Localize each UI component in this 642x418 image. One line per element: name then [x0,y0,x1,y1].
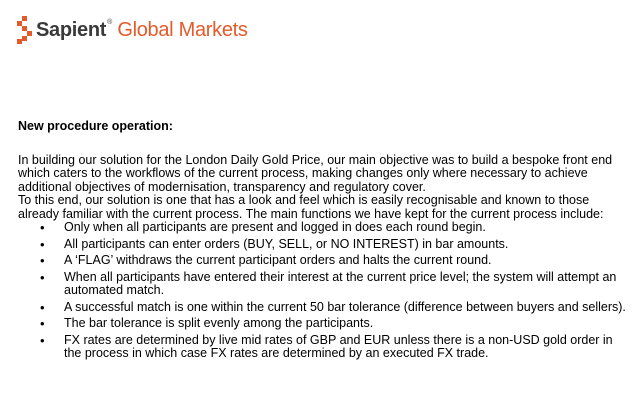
intro-paragraph: In building our solution for the London Daily Gold Price, our main objective was to build a bespoke front end which caters to the workflows of the current process, making changes only where necessary to achieve additional objectives of modernisation, transparency and regulatory cover. [18,152,613,194]
list-item: • A successful match is one within the current 50 bar tolerance (difference between buyers and sellers). [18,301,630,315]
company-logo [16,15,248,45]
logo-brand-text: Sapient [36,18,107,41]
functions-list [18,221,630,361]
list-item: • The bar tolerance is split evenly among the participants. [18,317,630,331]
list-item: • A ‘FLAG’ withdraws the current participant orders and halts the current round. [18,254,630,268]
logo-division-text: Global Markets [117,18,248,41]
list-item: • When all participants have entered their interest at the current price level; the system will attempt an automated match. [18,271,630,298]
document-body [18,120,630,364]
logo-registered-mark: ® [107,18,113,26]
list-item: • FX rates are determined by live mid rates of GBP and EUR unless there is a non-USD gold order in the process in which case FX rates are determined by an executed FX trade. [18,334,630,361]
list-item: • All participants can enter orders (BUY, SELL, or NO INTEREST) in bar amounts. [18,238,630,252]
functions-paragraph: To this end, our solution is one that has a look and feel which is easily recognisable and known to those already familiar with the current process. The main functions we have kept for the current process include: [18,193,604,221]
section-heading: New procedure operation: [18,119,173,133]
sapient-logo-mark-icon [16,16,32,44]
list-item: • Only when all participants are present and logged in does each round begin. [18,221,630,235]
